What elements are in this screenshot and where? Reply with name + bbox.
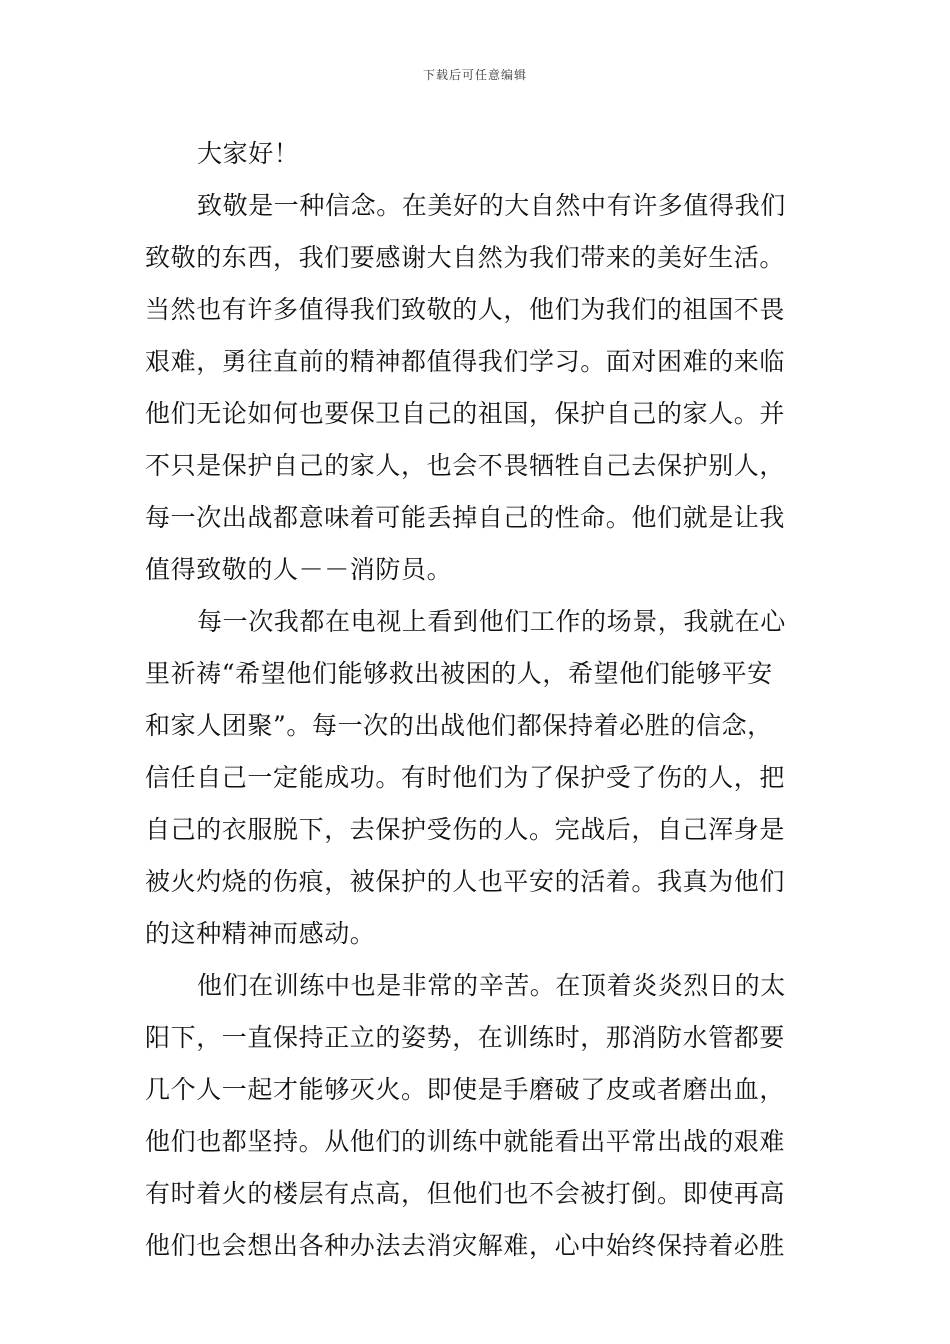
paragraph-1-line-2: 致敬的东西，我们要感谢大自然为我们带来的美好生活。 bbox=[145, 243, 786, 272]
paragraph-1-line-6: 不只是保护自己的家人，也会不畏牺牲自己去保护别人， bbox=[145, 451, 786, 480]
paragraph-3-line-6: 他们也会想出各种办法去消灾解难，心中始终保持着必胜 bbox=[145, 1231, 786, 1260]
paragraph-3-line-4: 他们也都坚持。从他们的训练中就能看出平常出战的艰难 bbox=[145, 1127, 786, 1156]
paragraph-2-line-2: 里祈祷“希望他们能够救出被困的人，希望他们能够平安 bbox=[145, 659, 773, 688]
paragraph-3-line-5: 有时着火的楼层有点高，但他们也不会被打倒。即使再高 bbox=[145, 1179, 786, 1208]
paragraph-2-line-3: 和家人团聚”。每一次的出战他们都保持着必胜的信念， bbox=[145, 711, 773, 740]
paragraph-3-line-2: 阳下，一直保持正立的姿势，在训练时，那消防水管都要 bbox=[145, 1023, 786, 1052]
paragraph-1-line-5: 他们无论如何也要保卫自己的祖国，保护自己的家人。并 bbox=[145, 399, 786, 428]
paragraph-3-line-1: 他们在训练中也是非常的辛苦。在顶着炎炎烈日的太 bbox=[197, 971, 786, 1000]
paragraph-2-line-1: 每一次我都在电视上看到他们工作的场景，我就在心 bbox=[197, 607, 786, 636]
paragraph-3-line-3: 几个人一起才能够灭火。即使是手磨破了皮或者磨出血， bbox=[145, 1075, 786, 1104]
paragraph-2-line-7: 的这种精神而感动。 bbox=[145, 919, 376, 948]
paragraph-1-line-8: 值得致敬的人－－消防员。 bbox=[145, 555, 453, 584]
greeting-line: 大家好！ bbox=[197, 139, 300, 168]
paragraph-1-line-7: 每一次出战都意味着可能丢掉自己的性命。他们就是让我 bbox=[145, 503, 786, 532]
paragraph-1-line-1: 致敬是一种信念。在美好的大自然中有许多值得我们 bbox=[197, 191, 786, 220]
paragraph-1-line-4: 艰难，勇往直前的精神都值得我们学习。面对困难的来临 bbox=[145, 347, 786, 376]
paragraph-2-line-4: 信任自己一定能成功。有时他们为了保护受了伤的人，把 bbox=[145, 763, 786, 792]
page-header: 下载后可任意编辑 bbox=[422, 68, 527, 82]
paragraph-1-line-3: 当然也有许多值得我们致敬的人，他们为我们的祖国不畏 bbox=[145, 295, 786, 324]
document-body bbox=[145, 128, 810, 1272]
paragraph-2-line-5: 自己的衣服脱下，去保护受伤的人。完战后，自己浑身是 bbox=[145, 815, 786, 844]
paragraph-2-line-6: 被火灼烧的伤痕，被保护的人也平安的活着。我真为他们 bbox=[145, 867, 786, 896]
